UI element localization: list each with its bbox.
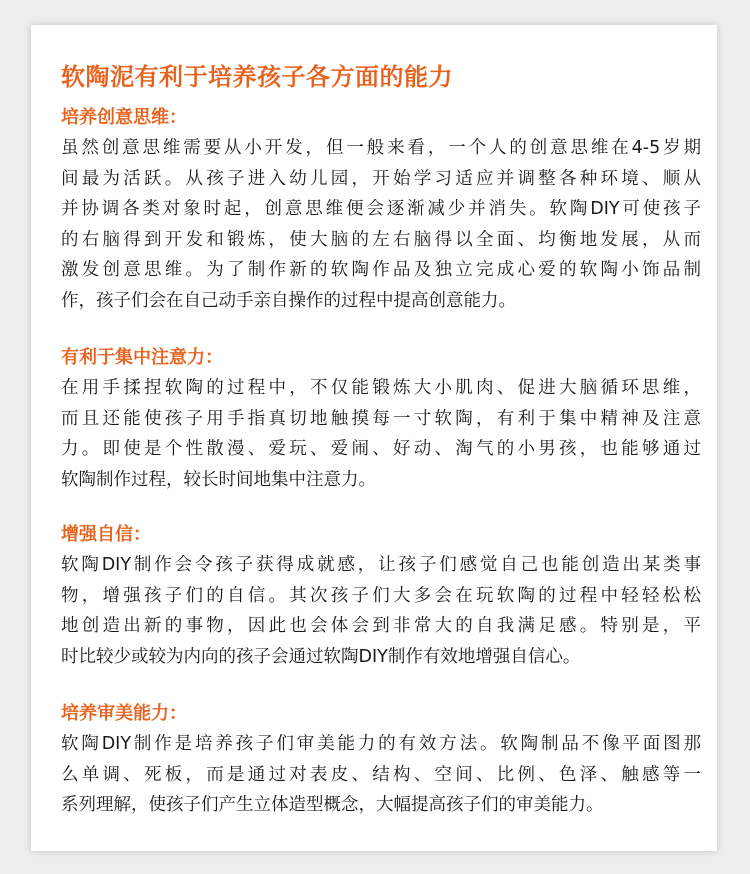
section-concentration [61,343,701,495]
section-creative-thinking [61,103,701,316]
paragraph-line: 软陶DIY制作是培养孩子们审美能力的有效方法。软陶制品不像平面图那 [61,734,701,754]
paragraph-line: 软陶DIY制作会令孩子获得成就感，让孩子们感觉自己也能创造出某类事 [61,555,701,575]
section-heading: 有利于集中注意力： [61,347,223,368]
paragraph-line: 的右脑得到开发和锻炼，使大脑的左右脑得以全面、均衡地发展，从而 [61,229,701,250]
paragraph-line: 激发创意思维。为了制作新的软陶作品及独立完成心爱的软陶小饰品制 [61,260,701,280]
paragraph-line: 物，增强孩子们的自信。其次孩子们大多会在玩软陶的过程中轻轻松松 [61,585,701,606]
section-heading: 培养创意思维： [61,107,187,128]
article-title: 软陶泥有利于培养孩子各方面的能力 [61,63,453,91]
paragraph-line: 在用手揉捏软陶的过程中，不仅能锻炼大小肌肉、促进大脑循环思维， [61,378,701,398]
article-card [31,25,717,851]
section-confidence [61,520,701,672]
paragraph-line: 而且还能使孩子用手指真切地触摸每一寸软陶，有利于集中精神及注意 [61,408,701,429]
paragraph-line: 虽然创意思维需要从小开发，但一般来看，一个人的创意思维在4-5岁期 [61,138,701,158]
paragraph-line: 间最为活跃。从孩子进入幼儿园，开始学习适应并调整各种环境、顺从 [61,168,701,189]
section-heading: 增强自信： [61,524,151,545]
paragraph-line: 地创造出新的事物，因此也会体会到非常大的自我满足感。特别是，平 [61,616,701,636]
paragraph-line: 作，孩子们会在自己动手亲自操作的过程中提高创意能力。 [61,290,516,311]
section-heading: 培养审美能力： [61,703,187,724]
paragraph-line: 时比较少或较为内向的孩子会通过软陶DIY制作有效地增强自信心。 [61,646,581,667]
paragraph-line: 力。即使是个性散漫、爱玩、爱闹、好动、淘气的小男孩，也能够通过 [61,439,701,459]
paragraph-line: 么单调、死板，而是通过对表皮、结构、空间、比例、色泽、触感等一 [61,764,701,785]
section-aesthetics [61,699,701,821]
paragraph-line: 并协调各类对象时起，创意思维便会逐渐减少并消失。软陶DIY可使孩子 [61,199,701,219]
paragraph-line: 软陶制作过程，较长时间地集中注意力。 [61,469,376,490]
paragraph-line: 系列理解，使孩子们产生立体造型概念，大幅提高孩子们的审美能力。 [61,795,604,815]
